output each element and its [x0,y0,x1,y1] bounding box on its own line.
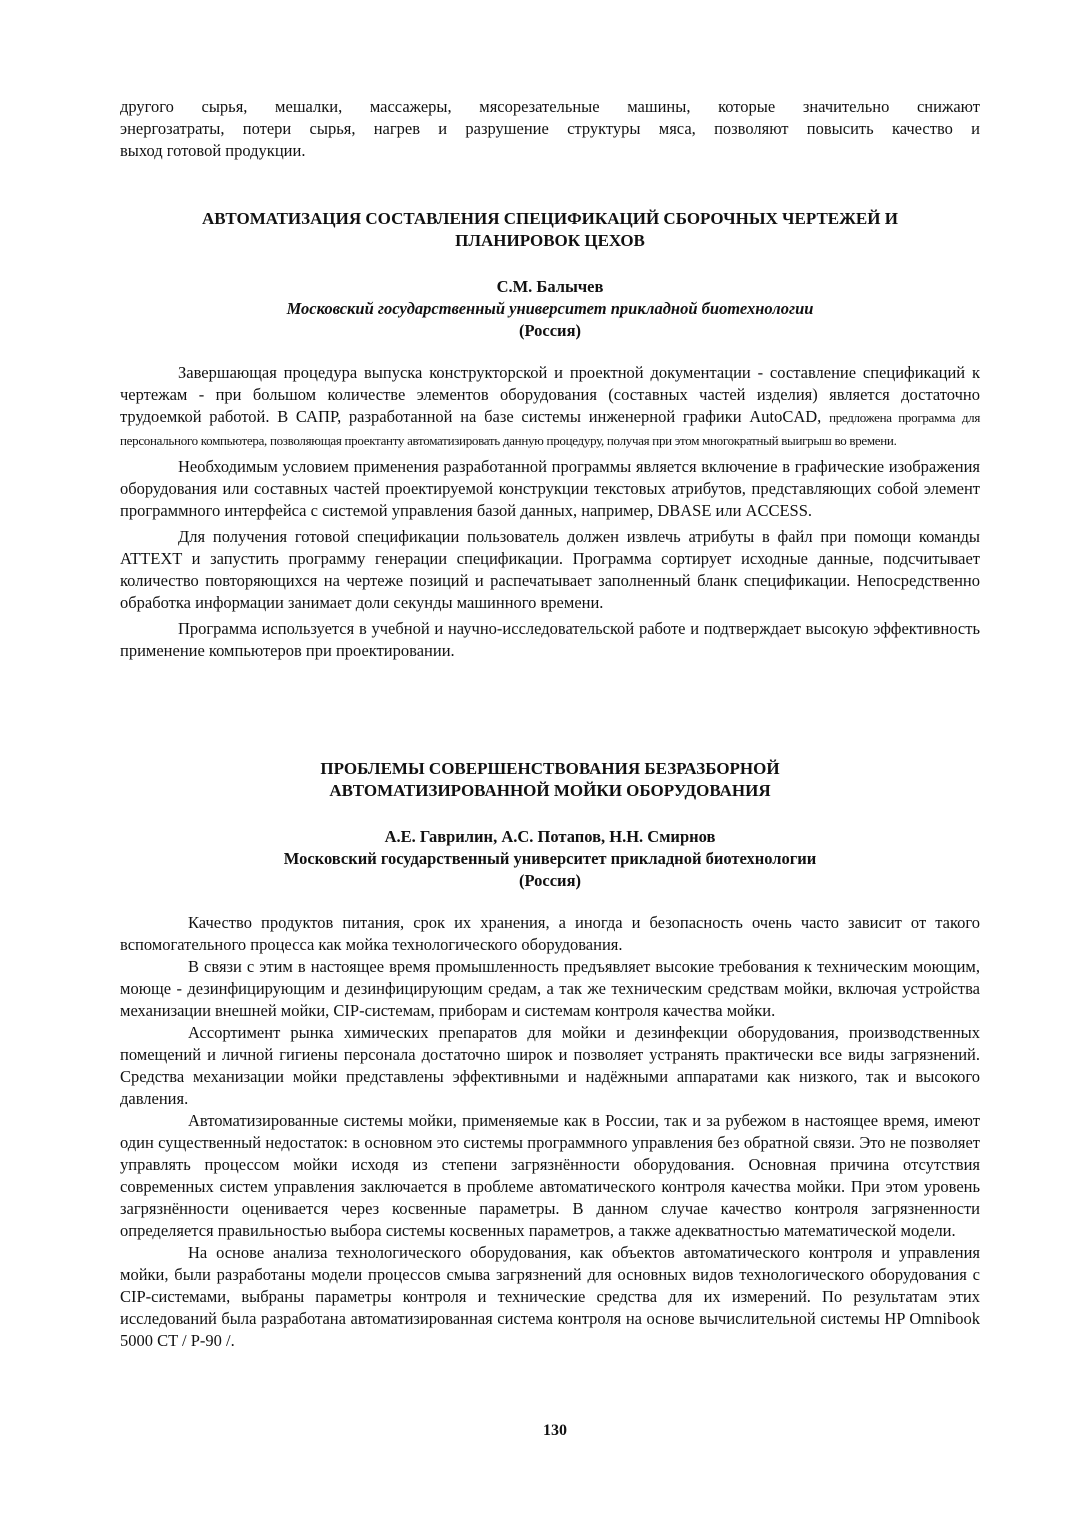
article2-affiliation: Московский государственный университет прикладной биотехнологии [283,849,817,868]
article2-paragraph-2: В связи с этим в настоящее время промышленность предъявляет высокие требования к техническим моющим, моюще - дезинфицирующим и дезинфицирующим средам, а так же техническим средствам мойки, включая устройства механизации внешней мойки, CIP-системам, приборам и системам контроля качества мойки. [120,957,980,1020]
article2-title-line1: ПРОБЛЕМЫ СОВЕРШЕНСТВОВАНИЯ БЕЗРАЗБОРНОЙ [320,759,780,778]
article2-paragraph-1: Качество продуктов питания, срок их хранения, а иногда и безопасность очень часто зависит от такого вспомогательного процесса как мойка технологического оборудования. [120,913,980,954]
article2-title-line2: АВТОМАТИЗИРОВАННОЙ МОЙКИ ОБОРУДОВАНИЯ [329,781,771,800]
article1-title-line1: АВТОМАТИЗАЦИЯ СОСТАВЛЕНИЯ СПЕЦИФИКАЦИЙ СБОРОЧНЫХ ЧЕРТЕЖЕЙ И [202,209,898,228]
article2-body [120,912,980,1352]
article1-affiliation: Московский государственный университет прикладной биотехнологии [286,299,814,318]
page-number: 130 [543,1422,567,1439]
article1-body [120,362,980,662]
article1-paragraph-2: Необходимым условием применения разработанной программы является включение в графические изображения оборудования или составных частей проектируемой конструкции текстовых атрибутов, представляющих собой элемент программного интерфейса с системой управления базой данных, например, DBASE или ACCESS. [120,457,980,520]
article1-author: С.М. Балычев [496,277,604,296]
article2-country: (Россия) [519,871,581,890]
article1-p1-small-text: предложена программа для персонального компьютера, позволяющая проектанту автоматизировать данную процедуру, получая при этом многократный выигрыш во времени. [120,410,980,448]
intro-paragraph [120,96,980,162]
intro-line-1: другого сырья, мешалки, массажеры, мясорезательные машины, которые значительно снижают [120,97,980,116]
article1-title-line2: ПЛАНИРОВОК ЦЕХОВ [455,231,645,250]
article1-paragraph-4: Программа используется в учебной и научно-исследовательской работе и подтверждает высокую эффективность применение компьютеров при проектировании. [120,619,980,660]
article1-paragraph-3: Для получения готовой спецификации пользователь должен извлечь атрибуты в файл при помощи команды ATTEXT и запустить программу генерации спецификации. Программа сортирует исходные данные, подсчитывает количество повторяющихся на чертеже позиций и распечатывает заполненный бланк спецификации. Непосредственно обработка информации занимает доли секунды машинного времени. [120,527,980,612]
article2-authors: А.Е. Гаврилин, А.С. Потапов, Н.Н. Смирнов [384,827,716,846]
article2-paragraph-4: Автоматизированные системы мойки, применяемые как в России, так и за рубежом в настоящее время, имеют один существенный недостаток: в основном это системы программного управления без обратной связи. Это не позволяет управлять процессом мойки исходя из степени загрязнённости оборудования. Основная причина отсутствия современных систем управления заключается в проблеме автоматического контроля качества мойки. При этом уровень загрязнённости оценивается через косвенные параметры. В данном случае качество контроля загрязненности определяется правильностью выбора системы косвенных параметров, а также адекватностью математической модели. [120,1111,980,1240]
intro-line-2: энергозатраты, потери сырья, нагрев и разрушение структуры мяса, позволяют повысить качество и [120,119,980,138]
intro-line-3: выход готовой продукции. [120,141,306,160]
article2-paragraph-3: Ассортимент рынка химических препаратов для мойки и дезинфекции оборудования, производственных помещений и личной гигиены персонала достаточно широк и позволяет устранять практически все виды загрязнений. Средства механизации мойки представлены эффективными и надёжными аппаратами как низкого, так и высокого давления. [120,1023,980,1108]
article1-country: (Россия) [519,321,581,340]
article1-paragraph-1 [120,362,980,452]
article1-p1-text: Завершающая процедура выпуска конструкторской и проектной документации - составление спецификаций к чертежам - при большом количестве элементов оборудования (составных частей изделия) является достаточно трудоемкой работой. В САПР, разработанной на базе системы инженерной графики AutoCAD, [120,363,980,426]
article2-paragraph-5: На основе анализа технологического оборудования, как объектов автоматического контроля и управления мойки, были разработаны модели процессов смыва загрязнений для основных видов технологического оборудования с CIP-системами, выбраны параметры контроля и технические средства для их измерений. По результатам этих исследований была разработана автоматизированная система контроля на основе вычислительной системы HP Omnibook 5000 CT / P-90 /. [120,1243,980,1350]
